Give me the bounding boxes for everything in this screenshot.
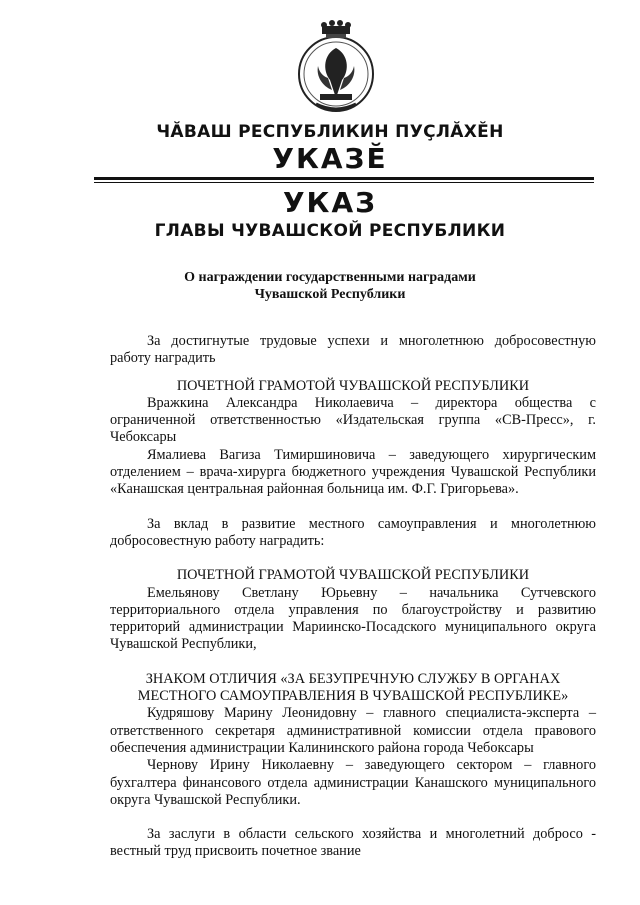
awardee-paragraph-4: Кудряшову Марину Леонидовну – главного специалиста-эксперта – ответственного секретаря административной комиссии отдела правового обеспечения администрации Калининского района города Чебоксары — [110, 705, 596, 756]
intro-paragraph-1: За достигнутые трудовые успехи и многолетнюю добросовестную работу наградить — [110, 333, 596, 367]
decree-body — [110, 333, 596, 861]
intro-paragraph-2: За вклад в развитие местного самоуправления и многолетнюю добросовестную работу наградить: — [110, 515, 596, 549]
awardee-paragraph-2: Ямалиева Вагиза Тимиршиновича – заведующего хирургическим отделением – врача-хирурга бюджетного учреждения Чувашской Республики «Канашская центральная районная больница им. Ф.Г. Григорьева». — [110, 446, 596, 498]
award-heading-3: ЗНАКОМ ОТЛИЧИЯ «ЗА БЕЗУПРЕЧНУЮ СЛУЖБУ В ОРГАНАХ МЕСТНОГО САМОУПРАВЛЕНИЯ В ЧУВАШСКОЙ РЕСПУБЛИКЕ» — [137, 670, 569, 705]
award-heading-2: ПОЧЕТНОЙ ГРАМОТОЙ ЧУВАШСКОЙ РЕСПУБЛИКИ — [176, 567, 530, 584]
chuvash-decree-title: УКАЗĔ — [272, 142, 388, 175]
chuvash-header-line: ЧĂВАШ РЕСПУБЛИКИН ПУÇЛĂХĔН — [156, 122, 504, 142]
intro-paragraph-3: За заслуги в области сельского хозяйства и многолетний добросо - вестный труд присвоить почетное звание — [110, 826, 596, 860]
russian-decree-subtitle: ГЛАВЫ ЧУВАШСКОЙ РЕСПУБЛИКИ — [154, 221, 506, 241]
subject-line-2: Чувашской Республики — [254, 287, 406, 302]
awardee-paragraph-5: Чернову Ирину Николаевну – заведующего сектором – главного бухгалтера финансового отдела администрации Канашского муниципального округа Чувашской Республики. — [110, 757, 596, 808]
header-divider-thick — [94, 177, 594, 180]
subject-line-1: О награждении государственными наградами — [184, 270, 476, 285]
russian-decree-title: УКАЗ — [282, 186, 378, 219]
awardee-paragraph-1: Вражкина Александра Николаевича – директора общества с ограниченной ответственностью «Издательская группа «СВ-Пресс», г. Чебоксары — [110, 394, 596, 446]
decree-subject — [0, 269, 640, 303]
award-heading-1: ПОЧЕТНОЙ ГРАМОТОЙ ЧУВАШСКОЙ РЕСПУБЛИКИ — [176, 377, 530, 394]
coat-of-arms-emblem — [296, 20, 376, 118]
header-divider-thin — [94, 182, 594, 183]
awardee-paragraph-3: Емельянову Светлану Юрьевну – начальника Сутчевского территориального отдела управления по благоустройству и развитию территорий администрации Мариинско-Посадского муниципального округа Чувашской Республики, — [110, 584, 596, 653]
